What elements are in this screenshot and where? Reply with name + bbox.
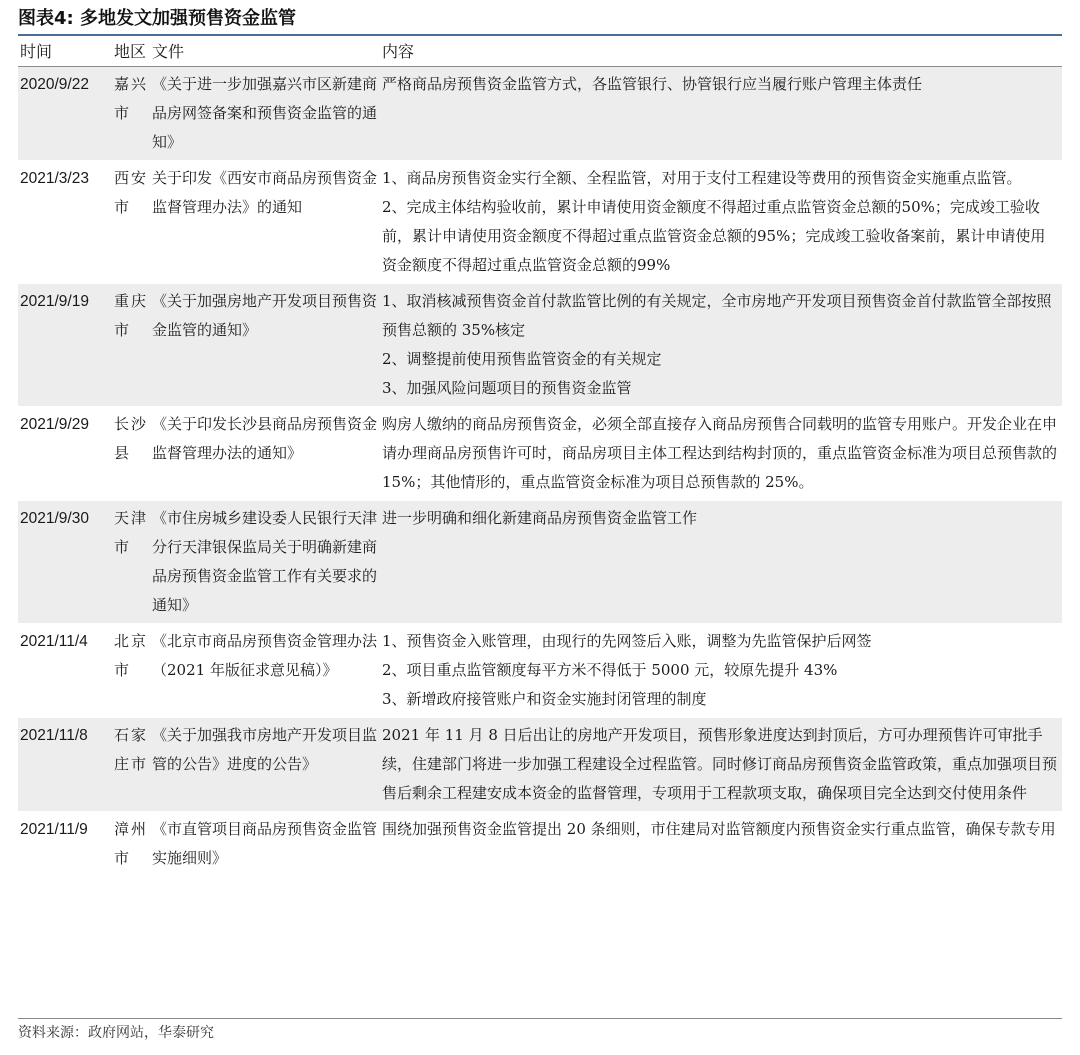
content-line: 2、项目重点监管额度每平方米不得低于 5000 元，较原先提升 43%	[382, 661, 838, 679]
table-row	[18, 718, 1062, 812]
table-row	[18, 284, 1062, 407]
row-region: 重庆市	[112, 284, 150, 407]
row-region: 天津市	[112, 501, 150, 624]
row-time: 2021/9/30	[18, 501, 112, 624]
title-divider	[18, 34, 1062, 36]
row-time: 2021/9/19	[18, 284, 112, 407]
header-region: 地区	[112, 38, 150, 67]
row-content	[380, 718, 1062, 812]
row-content	[380, 161, 1062, 284]
row-file: 《北京市商品房预售资金管理办法（2021 年版征求意见稿）》	[150, 624, 380, 718]
header-time: 时间	[18, 38, 112, 67]
row-file: 《关于印发长沙县商品房预售资金监督管理办法的通知》	[150, 407, 380, 501]
content-line: 2、调整提前使用预售监管资金的有关规定	[382, 350, 662, 368]
row-file: 关于印发《西安市商品房预售资金监督管理办法》的通知	[150, 161, 380, 284]
content-line: 1、预售资金入账管理，由现行的先网签后入账，调整为先监管保护后网签	[382, 632, 872, 650]
table-row	[18, 67, 1062, 161]
content-line: 1、取消核减预售资金首付款监管比例的有关规定，全市房地产开发项目预售资金首付款监管全部按照预售总额的 35%核定	[382, 292, 1052, 339]
content-line: 围绕加强预售资金监管提出 20 条细则，市住建局对监管额度内预售资金实行重点监管，确保专款专用	[382, 820, 1056, 838]
row-time: 2021/9/29	[18, 407, 112, 501]
table-row	[18, 501, 1062, 624]
content-line: 进一步明确和细化新建商品房预售资金监管工作	[382, 509, 698, 527]
table-row	[18, 161, 1062, 284]
row-region: 西安市	[112, 161, 150, 284]
bottom-divider	[18, 1018, 1062, 1019]
source-note: 资料来源：政府网站，华泰研究	[18, 1025, 214, 1041]
row-region: 石家庄市	[112, 718, 150, 812]
content-line: 2021 年 11 月 8 日后出让的房地产开发项目，预售形象进度达到封顶后，方可办理预售许可审批手续，住建部门将进一步加强工程建设全过程监管。同时修订商品房预售资金监管政策，重点加强项目预售后剩余工程建安成本资金的监督管理，专项用于工程款项支取，确保项目完全达到交付使用条件	[382, 726, 1058, 802]
row-content	[380, 501, 1062, 624]
row-time: 2021/11/9	[18, 812, 112, 877]
table-row	[18, 812, 1062, 877]
table-row	[18, 407, 1062, 501]
row-time: 2021/11/8	[18, 718, 112, 812]
row-region: 嘉兴市	[112, 67, 150, 161]
table-body	[18, 67, 1062, 877]
content-line: 严格商品房预售资金监管方式，各监管银行、协管银行应当履行账户管理主体责任	[382, 75, 923, 93]
row-content	[380, 407, 1062, 501]
row-file: 《市直管项目商品房预售资金监管实施细则》	[150, 812, 380, 877]
policy-table	[18, 38, 1062, 877]
figure-title: 图表4: 多地发文加强预售资金监管	[18, 8, 296, 29]
row-time: 2021/3/23	[18, 161, 112, 284]
row-file: 《关于加强房地产开发项目预售资金监管的通知》	[150, 284, 380, 407]
row-region: 漳州市	[112, 812, 150, 877]
row-file: 《关于加强我市房地产开发项目监管的公告》进度的公告》	[150, 718, 380, 812]
row-content	[380, 812, 1062, 877]
row-file: 《市住房城乡建设委人民银行天津分行天津银保监局关于明确新建商品房预售资金监管工作有关要求的通知》	[150, 501, 380, 624]
header-content: 内容	[380, 38, 1062, 67]
content-line: 购房人缴纳的商品房预售资金，必须全部直接存入商品房预售合同载明的监管专用账户。开发企业在申请办理商品房预售许可时，商品房项目主体工程达到结构封顶的，重点监管资金标准为项目总预售款的 15%；其他情形的，重点监管资金标准为项目总预售款的 25%。	[382, 415, 1058, 491]
row-content	[380, 67, 1062, 161]
row-time: 2020/9/22	[18, 67, 112, 161]
content-line: 3、新增政府接管账户和资金实施封闭管理的制度	[382, 690, 707, 708]
row-content	[380, 284, 1062, 407]
row-content	[380, 624, 1062, 718]
content-line: 1、商品房预售资金实行全额、全程监管，对用于支付工程建设等费用的预售资金实施重点监管。	[382, 169, 1022, 187]
content-line: 2、完成主体结构验收前，累计申请使用资金额度不得超过重点监管资金总额的50%；完成竣工验收前，累计申请使用资金额度不得超过重点监管资金总额的95%；完成竣工验收备案前，累计申请使用资金额度不得超过重点监管资金总额的99%	[382, 198, 1046, 274]
row-region: 北京市	[112, 624, 150, 718]
table-header-row	[18, 38, 1062, 67]
row-time: 2021/11/4	[18, 624, 112, 718]
content-line: 3、加强风险问题项目的预售资金监管	[382, 379, 632, 397]
header-file: 文件	[150, 38, 380, 67]
row-region: 长沙县	[112, 407, 150, 501]
row-file: 《关于进一步加强嘉兴市区新建商品房网签备案和预售资金监管的通知》	[150, 67, 380, 161]
table-row	[18, 624, 1062, 718]
